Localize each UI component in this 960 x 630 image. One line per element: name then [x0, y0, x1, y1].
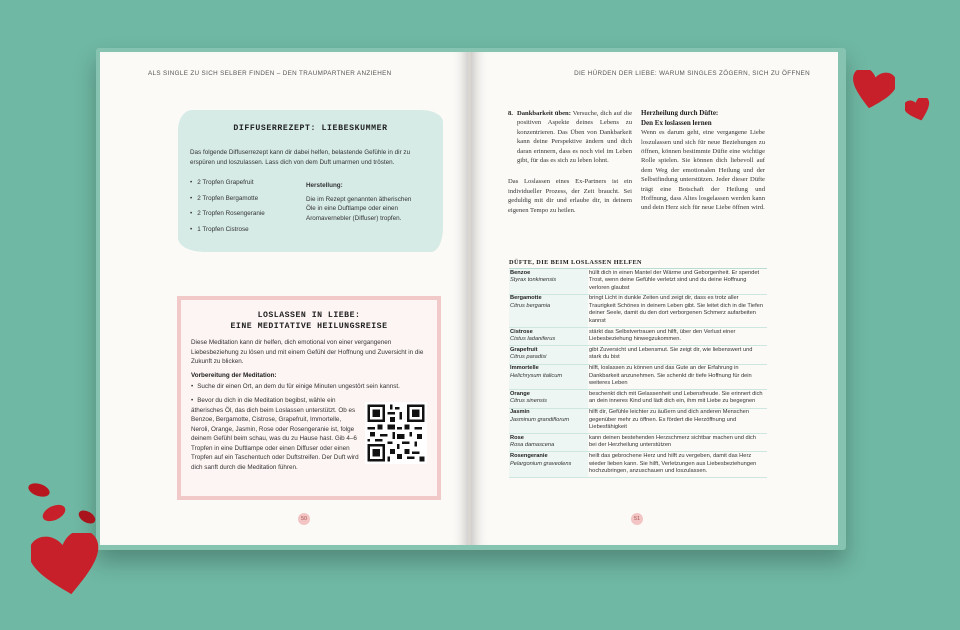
table-row — [509, 452, 767, 478]
oil-effect: beschenkt dich mit Gelassenheit und Lebensfreude. Sie erinnert dich an dein inneres Kind und lädt dich ein, ihm mit Liebe zu begegnen — [588, 390, 767, 408]
section-body: Wenn es darum geht, eine vergangene Liebe loszulassen und sich für neue Beziehungen zu öffnen, können bestimmte Düfte eine wichtige Rolle spielen. Sie können dich liebevoll auf dem Weg der emotionalen Heilung und der Selbstfindung unterstützen. Jeder dieser Düfte trägt eine Botschaft der Heilung und Hoffnung, dass Altes losgelassen werden kann und dein Herz sich für neue Liebe öffnen wird. — [641, 129, 765, 212]
oil-name-cell — [509, 434, 588, 452]
oil-effect: hilft, loslassen zu können und das Gute an der Erfahrung in Dankbarkeit anzunehmen. Sie schenkt dir tiefe Hoffnung für dein weiteres Leben — [588, 364, 767, 390]
meditation-title — [181, 310, 437, 332]
meditation-sub-label: Vorbereitung der Meditation: — [191, 372, 277, 379]
text-column-1 — [508, 109, 632, 215]
oil-latin-name: Styrax tonkinensis — [510, 277, 557, 284]
oil-name-cell — [509, 346, 588, 364]
left-page — [100, 52, 469, 545]
oil-name: Bergamotte — [510, 295, 542, 302]
gratitude-lead: Dankbarkeit üben: — [517, 110, 571, 117]
scent-table-body — [509, 269, 767, 478]
preparation-label: Herstellung: — [306, 182, 343, 189]
page-number-left: 50 — [298, 513, 310, 525]
gratitude-paragraph — [508, 109, 632, 165]
heart-decoration-icon — [31, 533, 101, 597]
meditation-title-line2: EINE MEDITATIVE HEILUNGSREISE — [230, 322, 388, 331]
meditation-box — [177, 296, 441, 500]
diffuser-recipe-box — [178, 110, 443, 252]
oil-latin-name: Citrus sinensis — [510, 398, 547, 405]
heart-decoration-icon — [905, 98, 931, 122]
heart-decoration-icon — [851, 70, 895, 110]
table-row — [509, 390, 767, 408]
scent-table-title: DÜFTE, DIE BEIM LOSLASSEN HELFEN — [509, 259, 767, 269]
oil-name-cell — [509, 452, 588, 478]
oil-latin-name: Pelargonium graveolens — [510, 460, 572, 467]
ingredient-item: • 1 Tropfen Cistrose — [190, 226, 265, 242]
oil-name: Jasmin — [510, 409, 530, 415]
petal-decoration-icon — [76, 509, 98, 525]
meditation-title-line1: LOSLASSEN IN LIEBE: — [257, 311, 361, 320]
table-row — [509, 294, 767, 327]
oil-latin-name: Citrus bergamia — [510, 302, 551, 309]
petal-decoration-icon — [27, 482, 51, 498]
oil-name: Orange — [510, 390, 530, 397]
diffuser-title: DIFFUSERREZEPT: LIEBESKUMMER — [233, 124, 388, 133]
preparation — [306, 181, 418, 223]
letting-go-paragraph: Das Loslassen eines Ex-Partners ist ein individueller Prozess, der Zeit braucht. Sei geduldig mit dir und erlaube dir, in deinem eigenen Tempo zu heilen. — [508, 178, 632, 214]
meditation-step-2 — [191, 396, 427, 472]
table-row — [509, 269, 767, 294]
meditation-step-1 — [191, 382, 427, 392]
right-page — [471, 52, 838, 545]
table-row — [509, 408, 767, 434]
oil-name: Rose — [510, 434, 524, 441]
running-head-right: DIE HÜRDEN DER LIEBE: WARUM SINGLES ZÖGERN, SICH ZU ÖFFNEN — [574, 70, 810, 77]
oil-name-cell — [509, 294, 588, 327]
qr-code-icon[interactable] — [365, 402, 427, 464]
oil-effect: hilft dir, Gefühle leichter zu äußern und dich anderen Menschen gegenüber mehr zu öffnen. Es fördert die Herzöffnung und Liebesfähigkeit — [588, 408, 767, 434]
bullet-icon: • — [191, 397, 194, 404]
table-row — [509, 328, 767, 346]
oil-latin-name: Cistus ladaniferus — [510, 336, 556, 343]
meditation-step-1-text: Suche dir einen Ort, an dem du für einige Minuten ungestört sein kannst. — [197, 383, 400, 390]
ingredient-list — [190, 179, 265, 241]
oil-effect: kann deinen bestehenden Herzschmerz sichtbar machen und dich bei der Herzheilung unterstützen — [588, 434, 767, 452]
scent-table — [509, 259, 767, 478]
petal-decoration-icon — [40, 503, 68, 523]
oil-name-cell — [509, 269, 588, 294]
list-number: 8. — [508, 110, 513, 117]
oil-name-cell — [509, 364, 588, 390]
page-number-right: 51 — [631, 513, 643, 525]
diffuser-intro: Das folgende Diffuserrezept kann dir dabei helfen, belastende Gefühle in dir zu erspüren und loszulassen. Lass dich von dem Duft umarmen und trösten. — [190, 149, 411, 166]
oil-effect: hüllt dich in einen Mantel der Wärme und Geborgenheit. Er spendet Trost, wenn deine Gefühle verletzt sind und du deine Hoffnung verloren glaubst — [588, 269, 767, 294]
oil-name: Rosengeranie — [510, 452, 548, 459]
preparation-text: Die im Rezept genannten ätherischen Öle in eine Duftlampe oder einen Aromavernebler (Diffuser) tropfen. — [306, 195, 412, 222]
meditation-step-2-text: Bevor du dich in die Meditation begibst, wähle ein ätherisches Öl, das dich beim Loslassen unterstützt. Ob es Benzoe, Bergamotte, Cistrose, Grapefruit, Immortelle, Neroli, Orange, Jasmin, Rose oder Rosengeranie ist, folge deinem Gefühl beim schau, was du zu Hause hast. Gib 4–6 Tropfen in eine Duftlampe oder einen Diffuser oder einen Tropfen auf ein Taschentuch oder Duftstreifen. Der Duft wird dich sanft durch die Meditation führen. — [191, 397, 359, 471]
oil-effect: heilt das gebrochene Herz und hilft zu vergeben, damit das Herz wieder lieben kann. Sie hilft, Verletzungen aus Liebesbeziehungen hochzubringen, anzuschauen und loszulassen. — [588, 452, 767, 478]
oil-latin-name: Jasminum grandiflorum — [510, 416, 570, 423]
ingredient-item: • 2 Tropfen Bergamotte — [190, 195, 265, 211]
oil-effect: bringt Licht in dunkle Zeiten und zeigt dir, dass es trotz aller Traurigkeit Schönes in deinem Leben gibt. Sie leitet dich in die Tiefen deiner Seele, damit du den dort verborgenen Schmerz aufarbeiten kannst — [588, 294, 767, 327]
oil-name: Cistrose — [510, 328, 533, 335]
oil-latin-name: Helichrysum italicum — [510, 372, 563, 379]
oil-latin-name: Citrus paradisi — [510, 354, 547, 361]
oil-effect: stärkt das Selbstvertrauen und hilft, über den Verlust einer Liebesbeziehung hinwegzukommen. — [588, 328, 767, 346]
ingredient-item: • 2 Tropfen Grapefruit — [190, 179, 265, 195]
oil-name-cell — [509, 390, 588, 408]
section-heading-line1: Herzheilung durch Düfte: — [641, 109, 719, 117]
oil-latin-name: Rosa damascena — [510, 442, 555, 449]
meditation-intro: Diese Meditation kann dir helfen, dich emotional von einer vergangenen Liebesbeziehung zu lösen und mit einem Gefühl der Hoffnung und Zuversicht in die Zukunft zu blicken. — [191, 339, 424, 365]
oil-name-cell — [509, 408, 588, 434]
section-heading-line2: Den Ex loslassen lernen — [641, 118, 712, 127]
oil-effect: gibt Zuversicht und Lebensmut. Sie zeigt dir, wie liebenswert und stark du bist — [588, 346, 767, 364]
gratitude-text: Versuche, dich auf die positiven Aspekte deines Lebens zu konzentrieren. Das Üben von Dankbarkeit kann deine Perspektive ändern und dich daran erinnern, dass es noch viel im Leben gibt, für das es sich zu leben lohnt. — [517, 110, 633, 165]
table-row — [509, 364, 767, 390]
running-head-left: ALS SINGLE ZU SICH SELBER FINDEN – DEN TRAUMPARTNER ANZIEHEN — [148, 70, 392, 77]
oil-name-cell — [509, 328, 588, 346]
text-column-2 — [641, 109, 765, 213]
bullet-icon: • — [191, 383, 194, 390]
ingredient-item: • 2 Tropfen Rosengeranie — [190, 210, 265, 226]
oil-name: Immortelle — [510, 365, 539, 372]
oil-name: Grapefruit — [510, 346, 538, 353]
table-row — [509, 346, 767, 364]
table-row — [509, 434, 767, 452]
oil-name: Benzoe — [510, 269, 531, 276]
